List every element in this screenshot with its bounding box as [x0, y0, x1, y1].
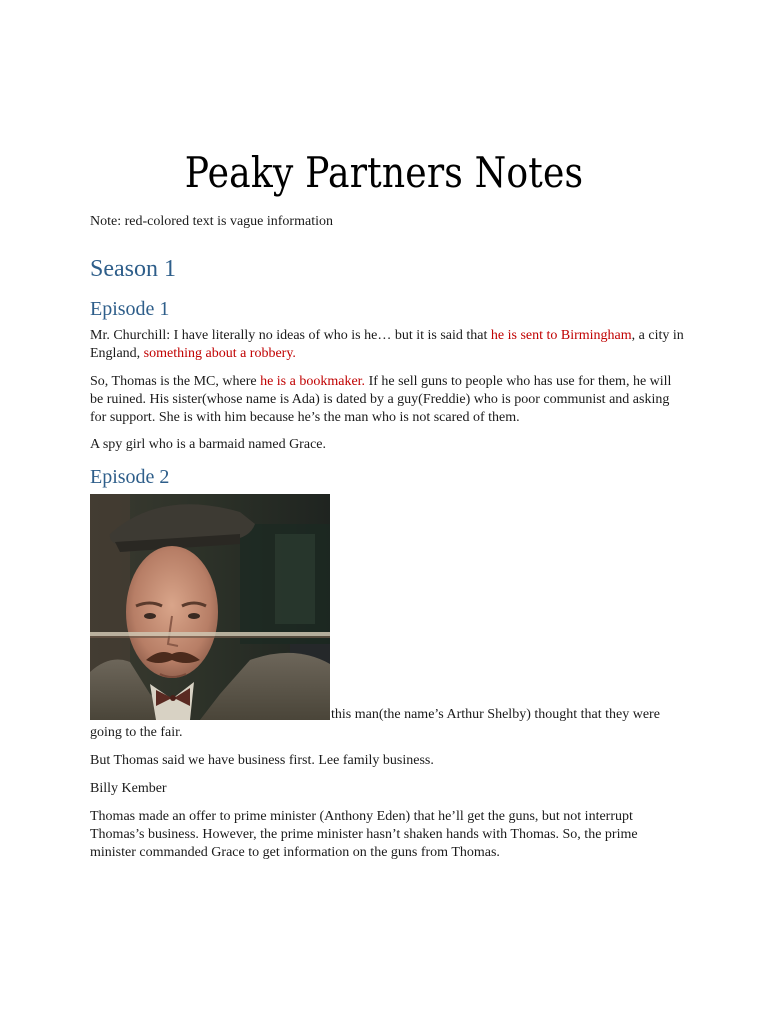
episode1-paragraph-2: So, Thomas is the MC, where he is a bookmaker. If he sell guns to people who has use for them, he will be ruined. His sister(whose name is Ada) is dated by a guy(Freddie) who is poor communist and asking for support. She is with him because he’s the man who is not scared of them.	[90, 374, 672, 425]
episode1-paragraph-3: A spy girl who is a barmaid named Grace.	[90, 437, 326, 452]
photo-caption-line2: going to the fair.	[90, 725, 183, 740]
episode2-heading: Episode 2	[90, 466, 170, 488]
photo-caption-line1: this man(the name’s Arthur Shelby) thought that they were	[331, 707, 660, 722]
vague-text: he is a bookmaker.	[260, 374, 366, 389]
vague-text: he is sent to Birmingham	[490, 328, 632, 343]
episode2-paragraph-3: Thomas made an offer to prime minister (Anthony Eden) that he’ll get the guns, but not interrupt Thomas’s business. However, the prime minister hasn’t shaken hands with Thomas. So, the prime minister commanded Grace to get information on the guns from Thomas.	[90, 809, 638, 860]
episode2-paragraph-1: But Thomas said we have business first. Lee family business.	[90, 753, 434, 768]
episode1-heading: Episode 1	[90, 298, 170, 320]
document-title: Peaky Partners Notes	[184, 148, 584, 197]
vague-text: something about a robbery.	[143, 346, 296, 361]
season-heading: Season 1	[90, 256, 176, 282]
arthur-shelby-photo	[90, 494, 330, 720]
episode2-paragraph-2: Billy Kember	[90, 781, 167, 796]
episode1-paragraph-1: Mr. Churchill: I have literally no ideas of who is he… but it is said that he is sent to Birmingham, a city in England, something about a robbery.	[90, 328, 684, 361]
note-text: Note: red-colored text is vague information	[90, 214, 333, 229]
